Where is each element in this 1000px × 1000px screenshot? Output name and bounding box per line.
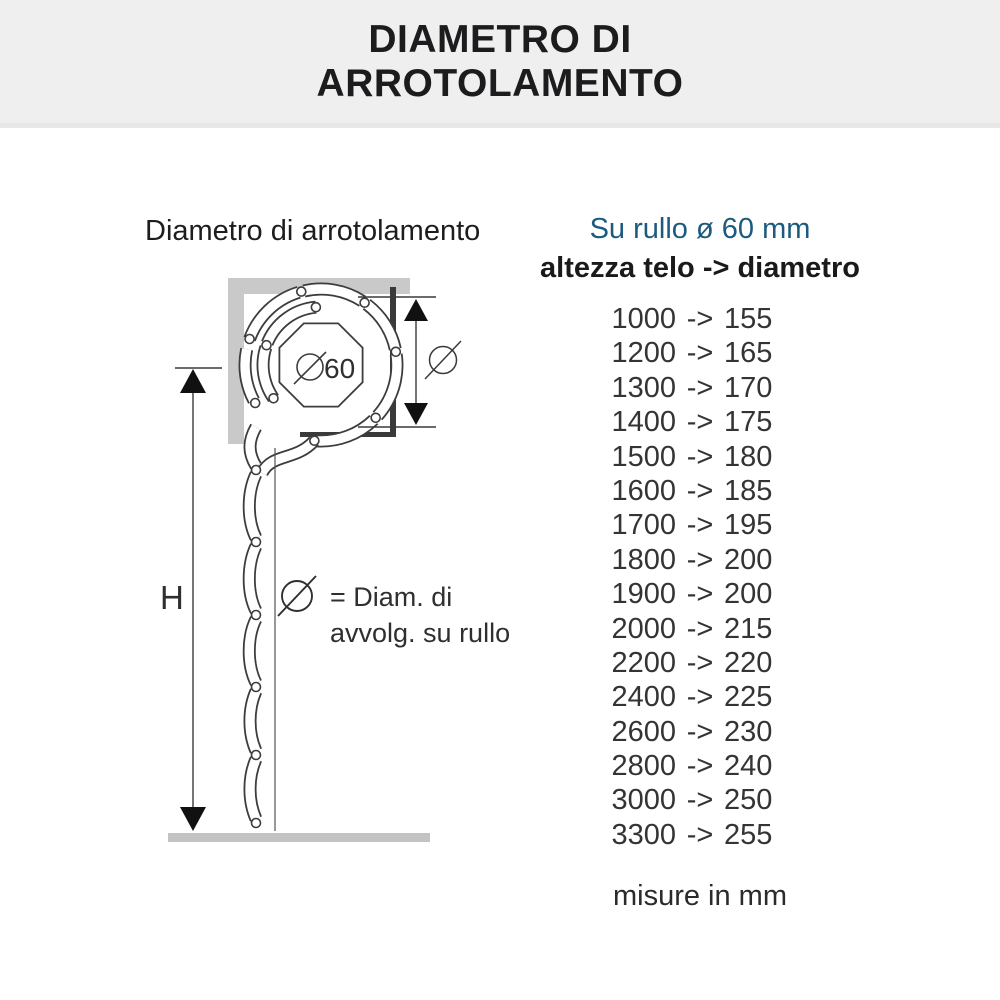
page-title-line1: DIAMETRO DI (368, 17, 632, 61)
row-arrow: -> (686, 440, 714, 473)
table-row (505, 405, 895, 439)
page-title (317, 18, 684, 105)
table-row (505, 818, 895, 852)
row-height-value: 2600 (611, 715, 676, 748)
row-height-value: 2800 (611, 750, 676, 783)
row-diameter-value: 255 (724, 818, 773, 851)
table-subtitle: altezza telo -> diametro (540, 252, 860, 284)
table-row (505, 474, 895, 508)
row-height-value: 2400 (611, 681, 676, 714)
row-height-value: 2000 (611, 612, 676, 645)
row-diameter-value: 165 (724, 337, 773, 370)
floor-line (168, 833, 430, 842)
row-diameter-value: 240 (724, 750, 773, 783)
curtain-slats (249, 427, 275, 831)
legend-diameter-symbol-icon (278, 576, 316, 616)
title-band (0, 0, 1000, 128)
row-height-value: 1400 (611, 406, 676, 439)
diameter-table-rows (505, 302, 895, 852)
table-row (505, 749, 895, 783)
row-arrow: -> (686, 303, 714, 335)
row-arrow: -> (686, 784, 714, 817)
table-row (505, 302, 895, 336)
row-diameter-value: 155 (724, 303, 773, 335)
row-arrow: -> (686, 818, 714, 851)
table-row (505, 612, 895, 646)
table-row (505, 543, 895, 577)
row-height-value: 3000 (611, 784, 676, 817)
legend-text-line2: avvolg. su rullo (330, 618, 511, 648)
row-diameter-value: 175 (724, 406, 773, 439)
row-height-value: 1500 (611, 440, 676, 473)
row-diameter-value: 180 (724, 440, 773, 473)
row-height-value: 2200 (611, 646, 676, 679)
table-row (505, 371, 895, 405)
dimension-diameter-symbol-icon (425, 341, 461, 379)
table-row (505, 440, 895, 474)
row-height-value: 1300 (611, 371, 676, 404)
row-diameter-value: 250 (724, 784, 773, 817)
row-arrow: -> (686, 681, 714, 714)
diameter-legend (278, 576, 510, 648)
row-diameter-value: 195 (724, 509, 773, 542)
legend-text-line1: = Diam. di (330, 582, 453, 612)
row-height-value: 1800 (611, 543, 676, 576)
row-arrow: -> (686, 509, 714, 542)
row-height-value: 3300 (611, 818, 676, 851)
tube-diameter-label: 60 (324, 353, 356, 384)
table-row (505, 336, 895, 370)
table-row (505, 680, 895, 714)
row-diameter-value: 200 (724, 578, 773, 611)
row-arrow: -> (686, 715, 714, 748)
row-diameter-value: 185 (724, 474, 773, 507)
roller-tube-octagon (279, 323, 362, 406)
table-row (505, 508, 895, 542)
row-diameter-value: 230 (724, 715, 773, 748)
row-height-value: 1000 (611, 303, 676, 335)
row-arrow: -> (686, 474, 714, 507)
row-arrow: -> (686, 371, 714, 404)
row-diameter-value: 220 (724, 646, 773, 679)
table-title: Su rullo ø 60 mm (589, 213, 811, 245)
table-footer: misure in mm (612, 880, 787, 913)
diagram-heading: Diametro di arrotolamento (145, 215, 481, 247)
table-row (505, 715, 895, 749)
row-arrow: -> (686, 543, 714, 576)
table-row (505, 783, 895, 817)
height-label: H (160, 579, 184, 616)
page-title-line2: ARROTOLAMENTO (316, 61, 684, 105)
row-height-value: 1200 (611, 337, 676, 370)
row-arrow: -> (686, 646, 714, 679)
row-height-value: 1700 (611, 509, 676, 542)
row-diameter-value: 215 (724, 612, 773, 645)
row-arrow: -> (686, 750, 714, 783)
row-arrow: -> (686, 406, 714, 439)
table-row (505, 577, 895, 611)
row-arrow: -> (686, 612, 714, 645)
table-row (505, 646, 895, 680)
row-diameter-value: 170 (724, 371, 773, 404)
diameter-table (505, 212, 895, 913)
row-height-value: 1900 (611, 578, 676, 611)
row-arrow: -> (686, 578, 714, 611)
row-arrow: -> (686, 337, 714, 370)
row-diameter-value: 200 (724, 543, 773, 576)
row-height-value: 1600 (611, 474, 676, 507)
row-diameter-value: 225 (724, 681, 773, 714)
height-dimension (160, 368, 222, 831)
